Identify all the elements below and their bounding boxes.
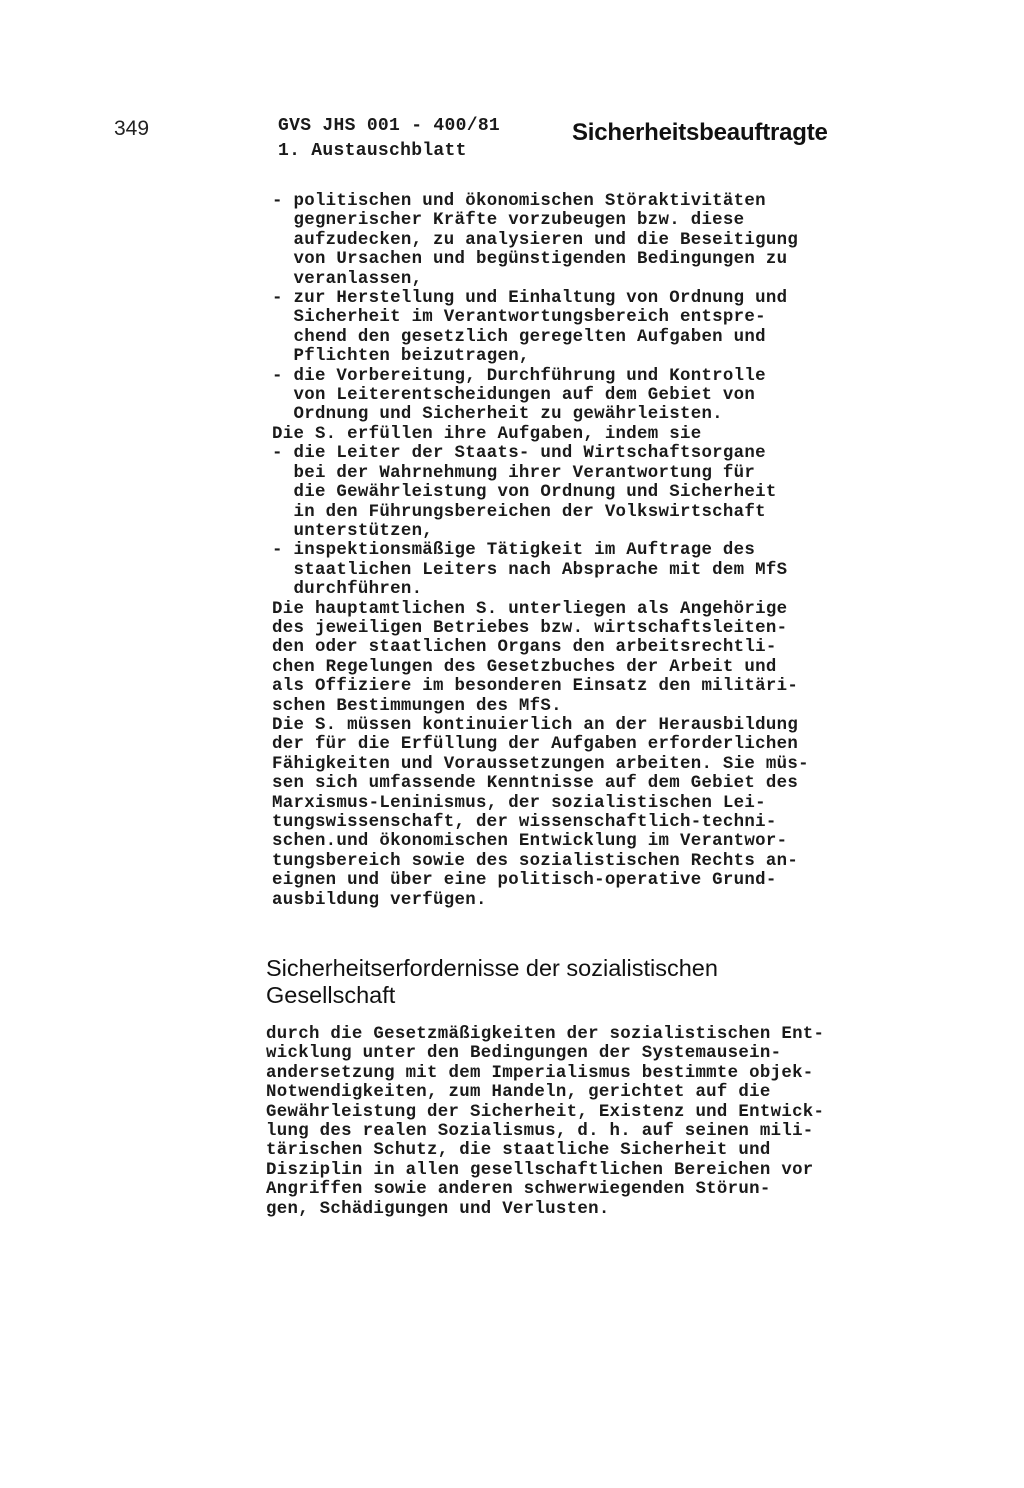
text-line: aufzudecken, zu analysieren und die Beseitigung [272,230,799,250]
text-line: der für die Erfüllung der Aufgaben erforderlichen [272,735,799,755]
text-line: unterstützen, [272,521,434,541]
text-line: Die S. müssen kontinuierlich an der Herausbildung [272,715,799,735]
text-line: gegnerischer Kräfte vorzubeugen bzw. diese [272,211,745,231]
text-line: - die Leiter der Staats- und Wirtschaftsorgane [272,444,766,464]
text-line: Disziplin in allen gesellschaftlichen Bereichen vor [266,1160,814,1180]
text-line: lung des realen Sozialismus, d. h. auf seinen mili- [266,1122,814,1142]
entry-2-body [266,1025,824,1219]
text-line: Fähigkeiten und Voraussetzungen arbeiten. Sie müs- [272,754,809,774]
text-line: tärischen Schutz, die staatliche Sicherheit und [266,1141,771,1161]
text-line: Sicherheit im Verantwortungsbereich entspre- [272,308,766,328]
text-line: sen sich umfassende Kenntnisse auf dem Gebiet des [272,774,799,794]
text-line: Notwendigkeiten, zum Handeln, gerichtet auf die [266,1083,771,1103]
text-line: chen Regelungen des Gesetzbuches der Arbeit und [272,657,777,677]
text-line: tungsbereich sowie des sozialistischen Rechts an- [272,851,799,871]
text-line: als Offiziere im besonderen Einsatz den militäri- [272,677,799,697]
text-line: in den Führungsbereichen der Volkswirtschaft [272,502,766,522]
text-line: chend den gesetzlich geregelten Aufgaben und [272,327,766,347]
text-line: durchführen. [272,580,423,600]
text-line: wicklung unter den Bedingungen der Systemausein- [266,1044,782,1064]
text-line: andersetzung mit dem Imperialismus bestimmte objek- [266,1063,814,1083]
entry-2-heading-line-1: Sicherheitserfordernisse der sozialistischen [266,955,718,981]
text-line: Gewährleistung der Sicherheit, Existenz und Entwick- [266,1102,825,1122]
sheet-label: 1. Austauschblatt [278,141,467,161]
text-line: die Gewährleistung von Ordnung und Sicherheit [272,483,777,503]
entry-1-body [272,192,809,910]
text-line: staatlichen Leiters nach Absprache mit dem MfS [272,560,788,580]
text-line: tungswissenschaft, der wissenschaftlich-techni- [272,813,777,832]
text-line: den oder staatlichen Organs den arbeitsrechtli- [272,638,777,658]
text-line: - zur Herstellung und Einhaltung von Ordnung und [272,289,788,309]
text-line: - inspektionsmäßige Tätigkeit im Auftrage des [272,541,756,561]
text-line: bei der Wahrnehmung ihrer Verantwortung für [272,463,756,483]
text-line: - die Vorbereitung, Durchführung und Kontrolle [272,366,766,386]
text-line: Marxismus-Leninismus, der sozialistischen Lei- [272,793,766,813]
text-line: von Leiterentscheidungen auf dem Gebiet von [272,386,756,406]
text-line: schen Bestimmungen des MfS. [272,696,562,716]
document-reference: GVS JHS 001 - 400/81 [278,116,501,136]
entry-2-heading-line-2: Gesellschaft [266,982,396,1008]
text-line: schen.und ökonomischen Entwicklung im Verantwor- [272,832,788,852]
page-number: 349 [114,117,150,140]
text-line: Die S. erfüllen ihre Aufgaben, indem sie [272,424,702,444]
entry-2-heading [266,955,826,1009]
text-line: Ordnung und Sicherheit zu gewährleisten. [272,405,723,425]
text-line: gen, Schädigungen und Verlusten. [266,1199,610,1219]
text-line: veranlassen, [272,269,423,289]
text-line: Die hauptamtlichen S. unterliegen als Angehörige [272,599,788,619]
text-line: ausbildung verfügen. [272,890,487,910]
entry-keyword: Sicherheitsbeauftragte [572,119,828,146]
text-line: von Ursachen und begünstigenden Bedingungen zu [272,250,788,270]
text-line: - politischen und ökonomischen Störaktivitäten [272,192,766,211]
text-line: des jeweiligen Betriebes bzw. wirtschaftsleiten- [272,618,788,638]
text-line: Pflichten beizutragen, [272,347,530,367]
text-line: Angriffen sowie anderen schwerwiegenden Störun- [266,1180,771,1200]
text-line: durch die Gesetzmäßigkeiten der sozialistischen Ent- [266,1025,825,1044]
text-line: eignen und über eine politisch-operative Grund- [272,871,777,891]
